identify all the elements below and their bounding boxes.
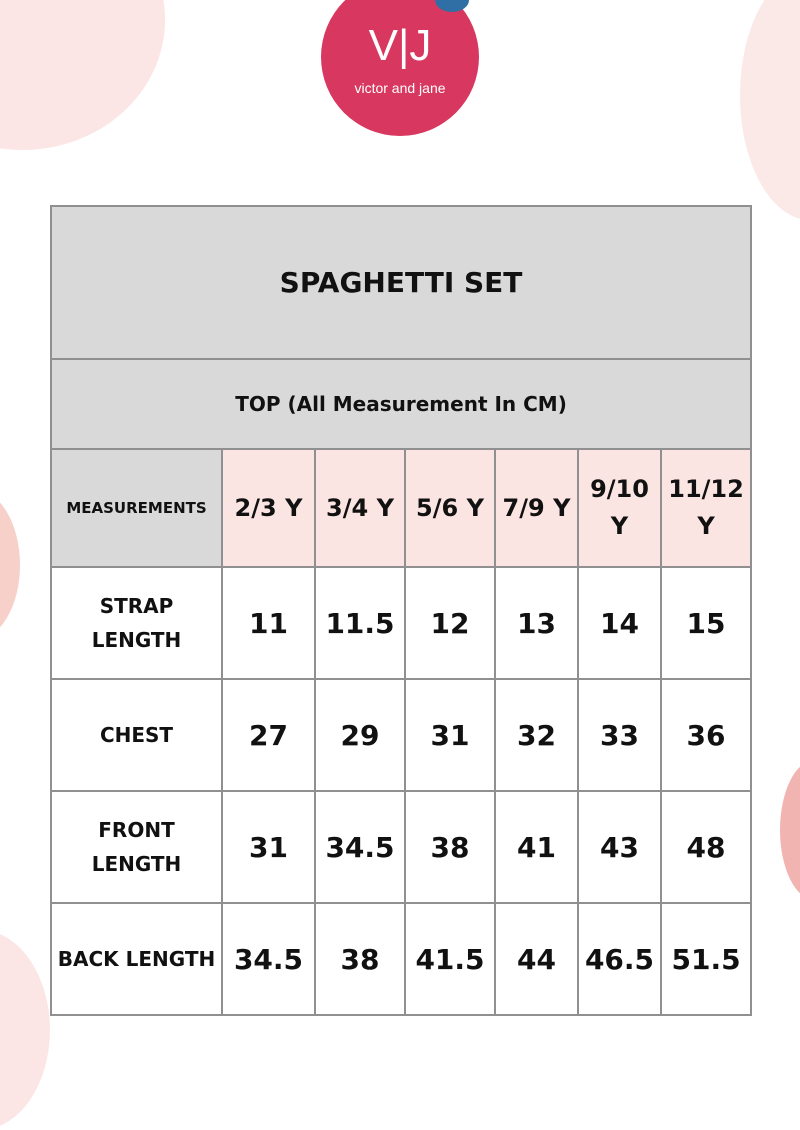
table-cell: 33 [578,679,661,791]
decorative-blob [780,760,800,900]
table-row [51,567,751,679]
table-row [51,791,751,903]
table-cell: 11 [222,567,315,679]
decorative-blob [0,490,20,640]
table-cell: 41 [495,791,578,903]
table-cell: 14 [578,567,661,679]
table-title: SPAGHETTI SET [51,206,751,359]
table-row [51,903,751,1015]
table-cell: 29 [315,679,405,791]
row-label: STRAP LENGTH [51,567,222,679]
brand-logo [321,0,479,136]
table-cell: 43 [578,791,661,903]
logo-mark: V|J [368,21,432,70]
size-header-row [51,449,751,567]
table-row [51,679,751,791]
table-cell: 44 [495,903,578,1015]
table-cell: 31 [405,679,495,791]
measurements-header: MEASUREMENTS [51,449,222,567]
size-header: 3/4 Y [315,449,405,567]
decorative-blob [740,0,800,220]
size-header: 11/12 Y [661,449,751,567]
size-header: 2/3 Y [222,449,315,567]
table-cell: 34.5 [315,791,405,903]
table-cell: 11.5 [315,567,405,679]
table-cell: 41.5 [405,903,495,1015]
table-cell: 13 [495,567,578,679]
table-cell: 15 [661,567,751,679]
table-cell: 31 [222,791,315,903]
table-cell: 34.5 [222,903,315,1015]
logo-text: victor and jane [354,80,446,96]
table-cell: 46.5 [578,903,661,1015]
table-cell: 32 [495,679,578,791]
decorative-blob [0,930,50,1130]
table-subtitle: TOP (All Measurement In CM) [51,359,751,449]
row-label: CHEST [51,679,222,791]
table-cell: 51.5 [661,903,751,1015]
size-header: 7/9 Y [495,449,578,567]
table-cell: 38 [315,903,405,1015]
table-cell: 38 [405,791,495,903]
decorative-blob [0,0,165,150]
size-header: 9/10 Y [578,449,661,567]
row-label: BACK LENGTH [51,903,222,1015]
size-header: 5/6 Y [405,449,495,567]
size-chart-table [50,205,752,1016]
table-cell: 27 [222,679,315,791]
table-cell: 12 [405,567,495,679]
table-cell: 48 [661,791,751,903]
table-cell: 36 [661,679,751,791]
row-label: FRONT LENGTH [51,791,222,903]
